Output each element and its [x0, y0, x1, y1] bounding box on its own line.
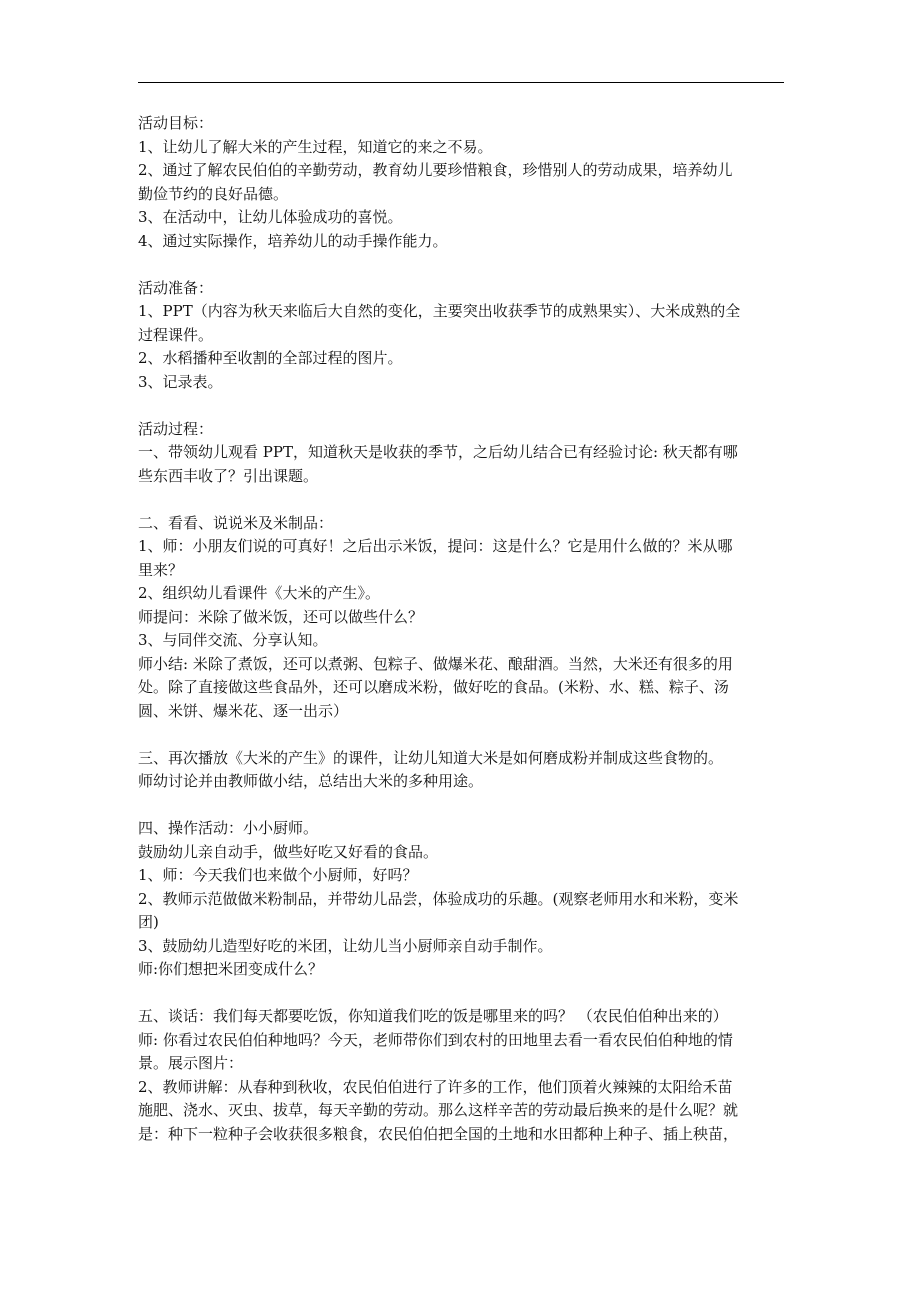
section-heading: 活动过程：	[138, 419, 214, 438]
text-line: 些东西丰收了？引出课题。	[138, 466, 319, 485]
section-heading: 二、看看、说说米及米制品：	[138, 513, 334, 532]
paragraph-gap	[138, 794, 788, 818]
paragraph-gap	[138, 982, 788, 1006]
text-line: 3、与同伴交流、分享认知。	[138, 631, 328, 649]
section-process	[138, 418, 788, 489]
paragraph-gap	[138, 723, 788, 747]
header-rule	[138, 82, 784, 83]
text-line: 师幼讨论并由教师做小结，总结出大米的多种用途。	[138, 772, 484, 790]
text-line: 一、带领幼儿观看 PPT，知道秋天是收获的季节，之后幼儿结合已有经验讨论: 秋天都有哪	[138, 443, 738, 461]
text-line: 2、组织幼儿看课件《大米的产生》。	[138, 584, 381, 602]
section-heading: 三、再次播放《大米的产生》的课件，让幼儿知道大米是如何磨成粉并制成这些食物的。	[138, 748, 724, 767]
text-line: 师提问：米除了做米饭，还可以做些什么？	[138, 607, 424, 626]
text-line: 3、鼓励幼儿造型好吃的米团，让幼儿当小厨师亲自动手制作。	[138, 936, 553, 955]
text-line: 1、PPT（内容为秋天来临后大自然的变化，主要突出收获季节的成熟果实）、大米成熟的全	[138, 302, 741, 320]
text-line: 里来？	[138, 560, 184, 579]
text-line: 是：种下一粒种子会收获很多粮食，农民伯伯把全国的土地和水田都种上种子、插上秧苗，	[138, 1124, 739, 1143]
text-line: 施肥、浇水、灭虫、拔草，每天辛勤的劳动。那么这样辛苦的劳动最后换来的是什么呢？就	[138, 1101, 739, 1119]
section-goals	[138, 112, 788, 253]
section-preparation	[138, 277, 788, 395]
text-line: 3、在活动中，让幼儿体验成功的喜悦。	[138, 208, 403, 226]
text-line: 1、师：小朋友们说的可真好！之后出示米饭，提问：这是什么？它是用什么做的？米从哪	[138, 537, 733, 555]
text-line: 2、教师讲解：从春种到秋收，农民伯伯进行了许多的工作，他们顶着火辣辣的太阳给禾苗	[138, 1077, 733, 1096]
paragraph-gap	[138, 488, 788, 512]
text-line: 景。展示图片：	[138, 1054, 244, 1072]
text-line: 2、水稻播种至收割的全部过程的图片。	[138, 349, 403, 367]
text-line: 过程课件。	[138, 325, 214, 344]
text-line: 鼓励幼儿亲自动手，做些好吃又好看的食品。	[138, 842, 439, 861]
text-line: 3、记录表。	[138, 372, 223, 391]
paragraph-gap	[138, 394, 788, 418]
document-body	[138, 112, 788, 1146]
text-line: 2、教师示范做做米粉制品，并带幼儿品尝，体验成功的乐趣。(观察老师用水和米粉，变米	[138, 889, 739, 908]
text-line: 处。除了直接做这些食品外，还可以磨成米粉，做好吃的食品。(米粉、水、糕、粽子、汤	[138, 678, 729, 696]
text-line: 师小结: 米除了煮饭，还可以煮粥、包粽子、做爆米花、酿甜酒。当然，大米还有很多的用	[138, 654, 733, 673]
text-line: 圆、米饼、爆米花、逐一出示）	[138, 701, 349, 720]
text-line: 师:你们想把米团变成什么？	[138, 960, 324, 978]
text-line: 1、师：今天我们也来做个小厨师，好吗？	[138, 866, 418, 884]
text-line: 勤俭节约的良好品德。	[138, 184, 289, 203]
section-heading: 五、谈话：我们每天都要吃饭，你知道我们吃的饭是哪里来的吗？ （农民伯伯种出来的）	[138, 1007, 728, 1025]
text-line: 团)	[138, 913, 159, 931]
section-step-five	[138, 1005, 788, 1146]
section-step-three	[138, 747, 788, 794]
section-heading: 活动目标：	[138, 114, 214, 132]
section-heading: 四、操作活动：小小厨师。	[138, 819, 319, 837]
section-heading: 活动准备：	[138, 278, 214, 297]
text-line: 2、通过了解农民伯伯的辛勤劳动，教育幼儿要珍惜粮食，珍惜别人的劳动成果，培养幼儿	[138, 161, 733, 179]
section-step-four	[138, 817, 788, 982]
text-line: 1、让幼儿了解大米的产生过程，知道它的来之不易。	[138, 137, 493, 156]
text-line: 4、通过实际操作，培养幼儿的动手操作能力。	[138, 231, 448, 250]
text-line: 师: 你看过农民伯伯种地吗？今天，老师带你们到农村的田地里去看一看农民伯伯种地的情	[138, 1030, 733, 1049]
section-step-two	[138, 512, 788, 724]
paragraph-gap	[138, 253, 788, 277]
